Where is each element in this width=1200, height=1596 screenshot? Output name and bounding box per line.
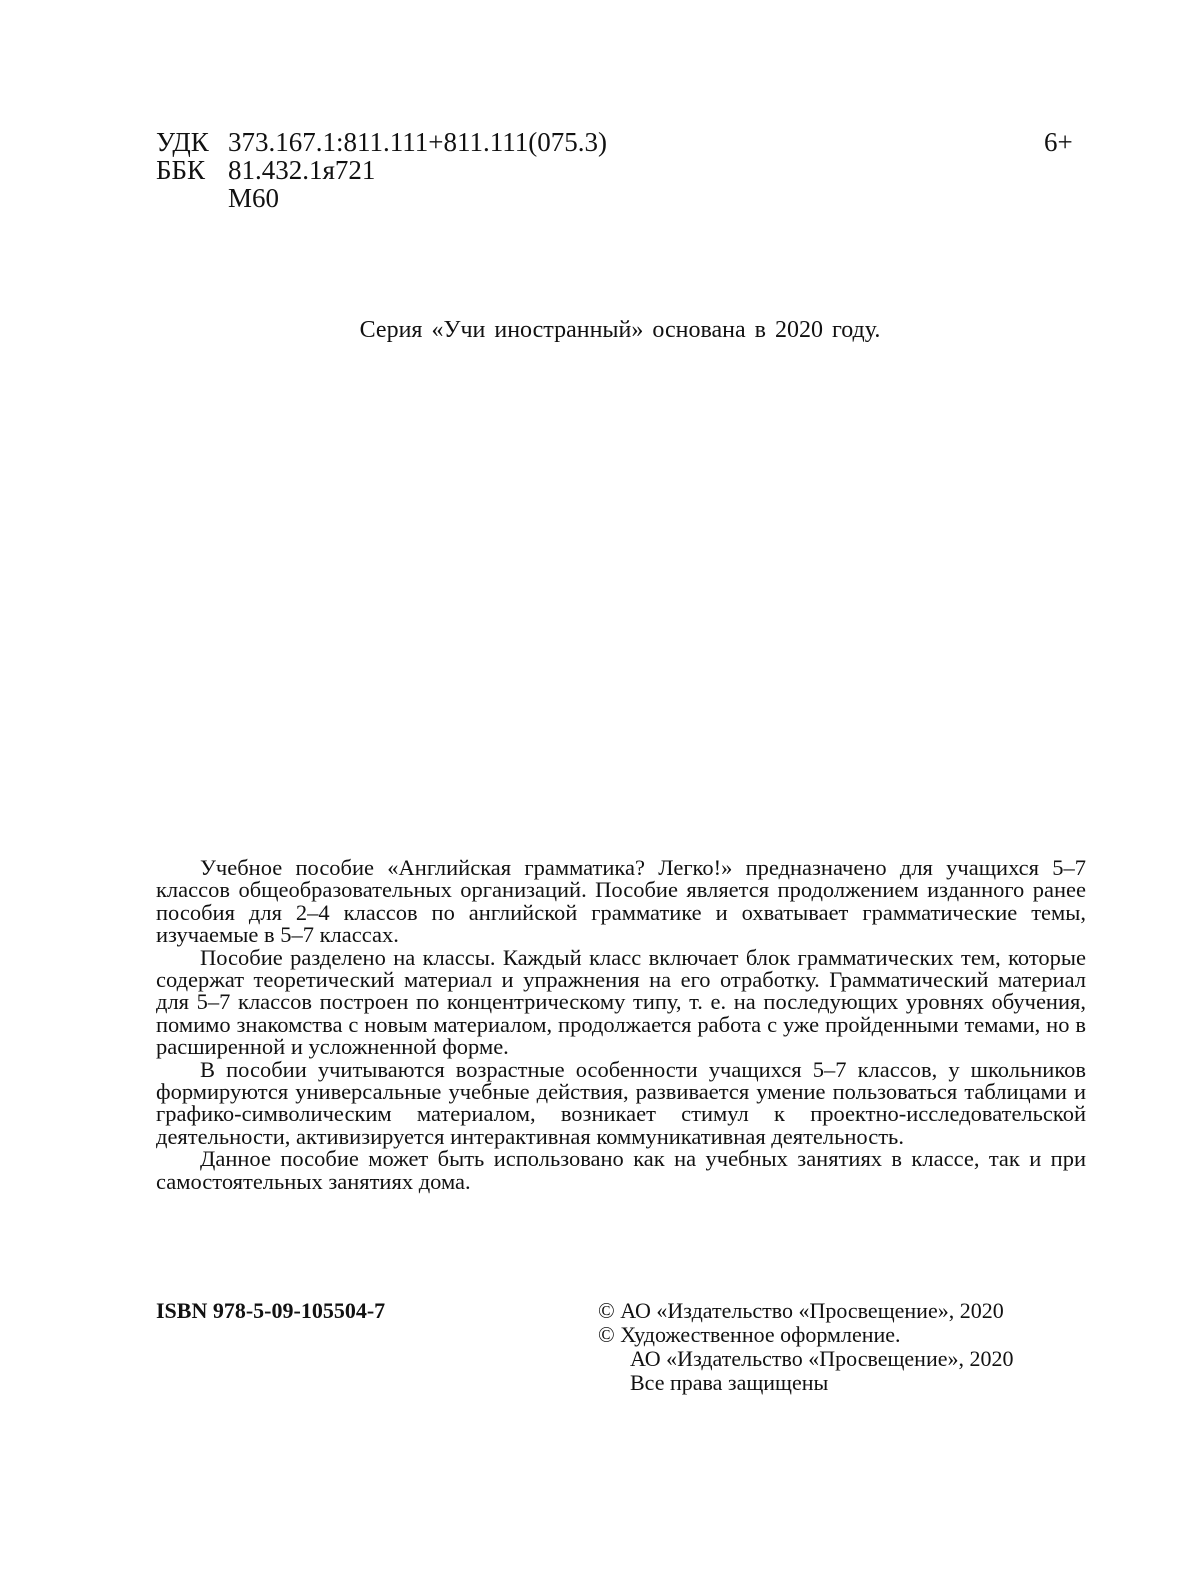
- series-note: Серия «Учи иностранный» основана в 2020 году.: [359, 317, 881, 343]
- age-rating: 6+: [1044, 127, 1073, 157]
- rights-reserved: Все права защищены: [630, 1370, 829, 1395]
- author-mark: М60: [228, 183, 280, 213]
- bbk-row: [156, 156, 607, 184]
- udk-row: [156, 128, 607, 156]
- copyright-line: © Художественное оформление.: [598, 1322, 901, 1347]
- annotation-paragraph: Учебное пособие «Английская грамматика? Легко!» предназначено для учащихся 5–7 классов общеобразовательных организаций. Пособие является продолжением изданного ранее пособия для 2–4 классов по английской грамматике и охватывает грамматические темы, изучаемые в 5–7 классах.: [156, 855, 1086, 948]
- annotation-paragraph: Пособие разделено на классы. Каждый класс включает блок грамматических тем, которые содержат теоретический материал и упражнения на его отработку. Грамматический материал для 5–7 классов построен по концентрическому типу, т. е. на последующих уровнях обучения, помимо знакомства с новым материалом, продолжается работа с уже пройденными темами, но в расширенной и усложненной форме.: [156, 944, 1086, 1060]
- udk-label: УДК: [156, 127, 209, 157]
- annotation-paragraph: Данное пособие может быть использовано как на учебных занятиях в классе, так и при самостоятельных занятиях дома.: [156, 1146, 1086, 1194]
- copyright-line: © АО «Издательство «Просвещение», 2020: [598, 1298, 1004, 1323]
- annotation-paragraph: В пособии учитываются возрастные особенности учащихся 5–7 классов, у школьников формируются универсальные учебные действия, развивается умение пользоваться таблицами и графико-символическим материалом, возникает стимул к проектно-исследовательской деятельности, активизируется интерактивная коммуникативная деятельность.: [156, 1056, 1086, 1149]
- bbk-value: 81.432.1я721: [228, 155, 376, 185]
- annotation: [156, 857, 1086, 1193]
- bbk-label: ББК: [156, 155, 206, 185]
- classification-block: [156, 128, 607, 212]
- author-mark-row: [156, 184, 607, 212]
- copyright-line: АО «Издательство «Просвещение», 2020: [630, 1346, 1014, 1371]
- udk-value: 373.167.1:811.111+811.111(075.3): [228, 127, 607, 157]
- isbn: ISBN 978-5-09-105504-7: [156, 1298, 386, 1323]
- copyright-block: [598, 1299, 1014, 1395]
